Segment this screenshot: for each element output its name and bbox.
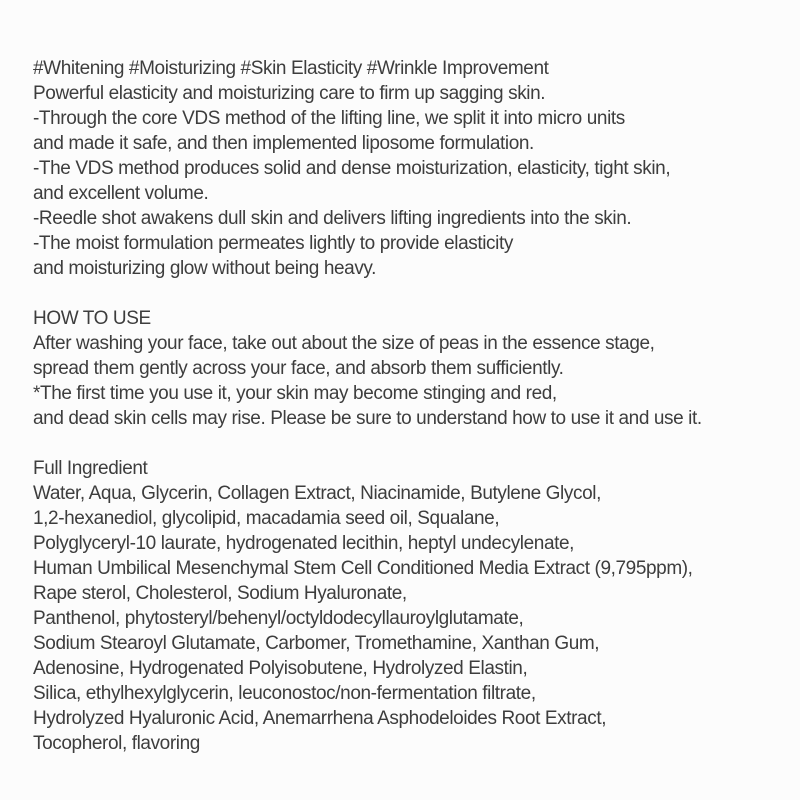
ingredient-line: Hydrolyzed Hyaluronic Acid, Anemarrhena Asphodeloides Root Extract,	[33, 708, 607, 729]
how-to-use-line: and dead skin cells may rise. Please be sure to understand how to use it and use it.	[33, 408, 702, 429]
intro-line: -The moist formulation permeates lightly to provide elasticity	[33, 233, 513, 254]
how-to-use-line: spread them gently across your face, and absorb them sufficiently.	[33, 358, 564, 379]
intro-section	[33, 56, 782, 281]
intro-line: -Through the core VDS method of the lifting line, we split it into micro units	[33, 108, 625, 129]
ingredients-section	[33, 456, 782, 756]
ingredient-line: Water, Aqua, Glycerin, Collagen Extract, Niacinamide, Butylene Glycol,	[33, 483, 601, 504]
how-to-use-heading: HOW TO USE	[33, 308, 151, 329]
ingredient-line: 1,2-hexanediol, glycolipid, macadamia seed oil, Squalane,	[33, 508, 500, 529]
intro-line: -Reedle shot awakens dull skin and delivers lifting ingredients into the skin.	[33, 208, 632, 229]
intro-line: and excellent volume.	[33, 183, 209, 204]
how-to-use-line: After washing your face, take out about the size of peas in the essence stage,	[33, 333, 655, 354]
intro-line: Powerful elasticity and moisturizing care to firm up sagging skin.	[33, 83, 546, 104]
ingredient-line: Polyglyceryl-10 laurate, hydrogenated lecithin, heptyl undecylenate,	[33, 533, 575, 554]
ingredient-line: Human Umbilical Mesenchymal Stem Cell Conditioned Media Extract (9,795ppm),	[33, 558, 693, 579]
ingredient-line: Tocopherol, flavoring	[33, 733, 200, 754]
ingredient-line: Sodium Stearoyl Glutamate, Carbomer, Tromethamine, Xanthan Gum,	[33, 633, 600, 654]
intro-line: and moisturizing glow without being heavy.	[33, 258, 376, 279]
ingredient-line: Rape sterol, Cholesterol, Sodium Hyaluronate,	[33, 583, 407, 604]
ingredient-line: Adenosine, Hydrogenated Polyisobutene, Hydrolyzed Elastin,	[33, 658, 528, 679]
ingredient-line: Silica, ethylhexylglycerin, leuconostoc/non-fermentation filtrate,	[33, 683, 536, 704]
ingredients-heading: Full Ingredient	[33, 458, 148, 479]
how-to-use-line: *The first time you use it, your skin may become stinging and red,	[33, 383, 557, 404]
how-to-use-section	[33, 306, 782, 431]
intro-line: -The VDS method produces solid and dense moisturization, elasticity, tight skin,	[33, 158, 671, 179]
ingredient-line: Panthenol, phytosteryl/behenyl/octyldodecyllauroylglutamate,	[33, 608, 524, 629]
intro-line: and made it safe, and then implemented liposome formulation.	[33, 133, 534, 154]
hashtags-line: #Whitening #Moisturizing #Skin Elasticity #Wrinkle Improvement	[33, 58, 549, 79]
